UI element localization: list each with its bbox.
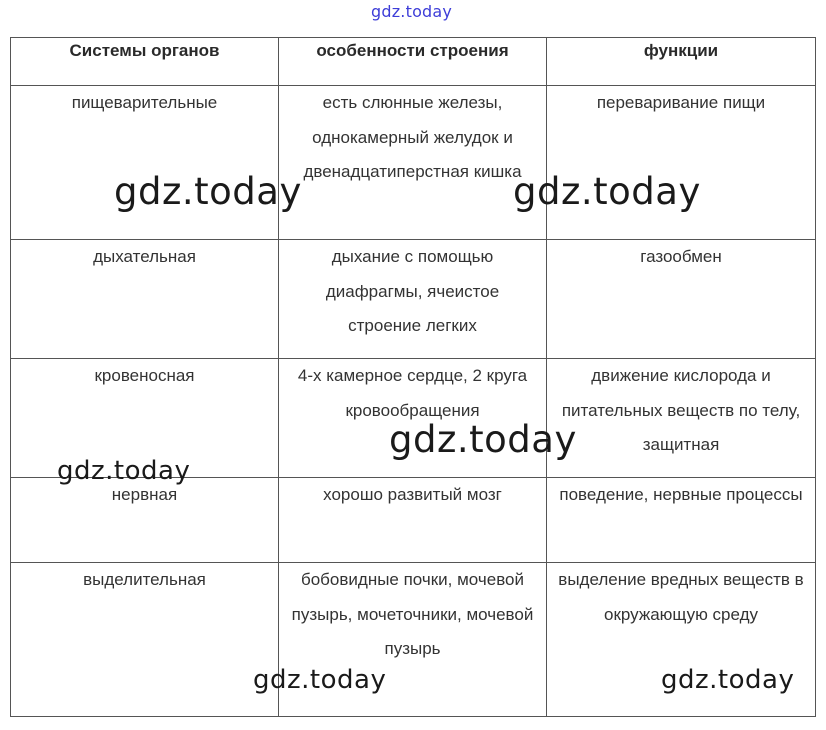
watermark-text: gdz.today	[389, 418, 577, 461]
structure-cell: 4-х камерное сердце, 2 круга кровообращения	[279, 359, 547, 478]
structure-cell: дыхание с помощью диафрагмы, ячеистое строение легких	[279, 240, 547, 359]
function-cell: газообмен	[547, 240, 816, 359]
watermark-text: gdz.today	[513, 170, 701, 213]
system-cell: нервная	[11, 478, 279, 563]
watermark-text: gdz.today	[57, 456, 191, 486]
table-row	[11, 478, 816, 563]
table-row	[11, 563, 816, 717]
structure-cell: есть слюнные железы, однокамерный желудок и двенадцатиперстная кишка	[279, 86, 547, 240]
header-organ-systems: Системы органов	[11, 38, 279, 86]
system-cell: выделительная	[11, 563, 279, 717]
function-cell: переваривание пищи	[547, 86, 816, 240]
organ-systems-table	[10, 37, 816, 717]
structure-cell: хорошо развитый мозг	[279, 478, 547, 563]
site-watermark-logo: gdz.today	[371, 2, 453, 21]
function-cell: выделение вредных веществ в окружающую среду	[547, 563, 816, 717]
system-cell: дыхательная	[11, 240, 279, 359]
system-cell: пищеварительные	[11, 86, 279, 240]
function-cell: поведение, нервные процессы	[547, 478, 816, 563]
function-cell: движение кислорода и питательных веществ по телу, защитная	[547, 359, 816, 478]
system-cell: кровеносная	[11, 359, 279, 478]
table-row	[11, 240, 816, 359]
header-functions: функции	[547, 38, 816, 86]
table-row	[11, 359, 816, 478]
table-row	[11, 86, 816, 240]
header-structure-features: особенности строения	[279, 38, 547, 86]
table-header-row	[11, 38, 816, 86]
structure-cell: бобовидные почки, мочевой пузырь, мочеточники, мочевой пузырь	[279, 563, 547, 717]
watermark-text: gdz.today	[253, 665, 387, 695]
watermark-text: gdz.today	[114, 170, 302, 213]
watermark-text: gdz.today	[661, 665, 795, 695]
